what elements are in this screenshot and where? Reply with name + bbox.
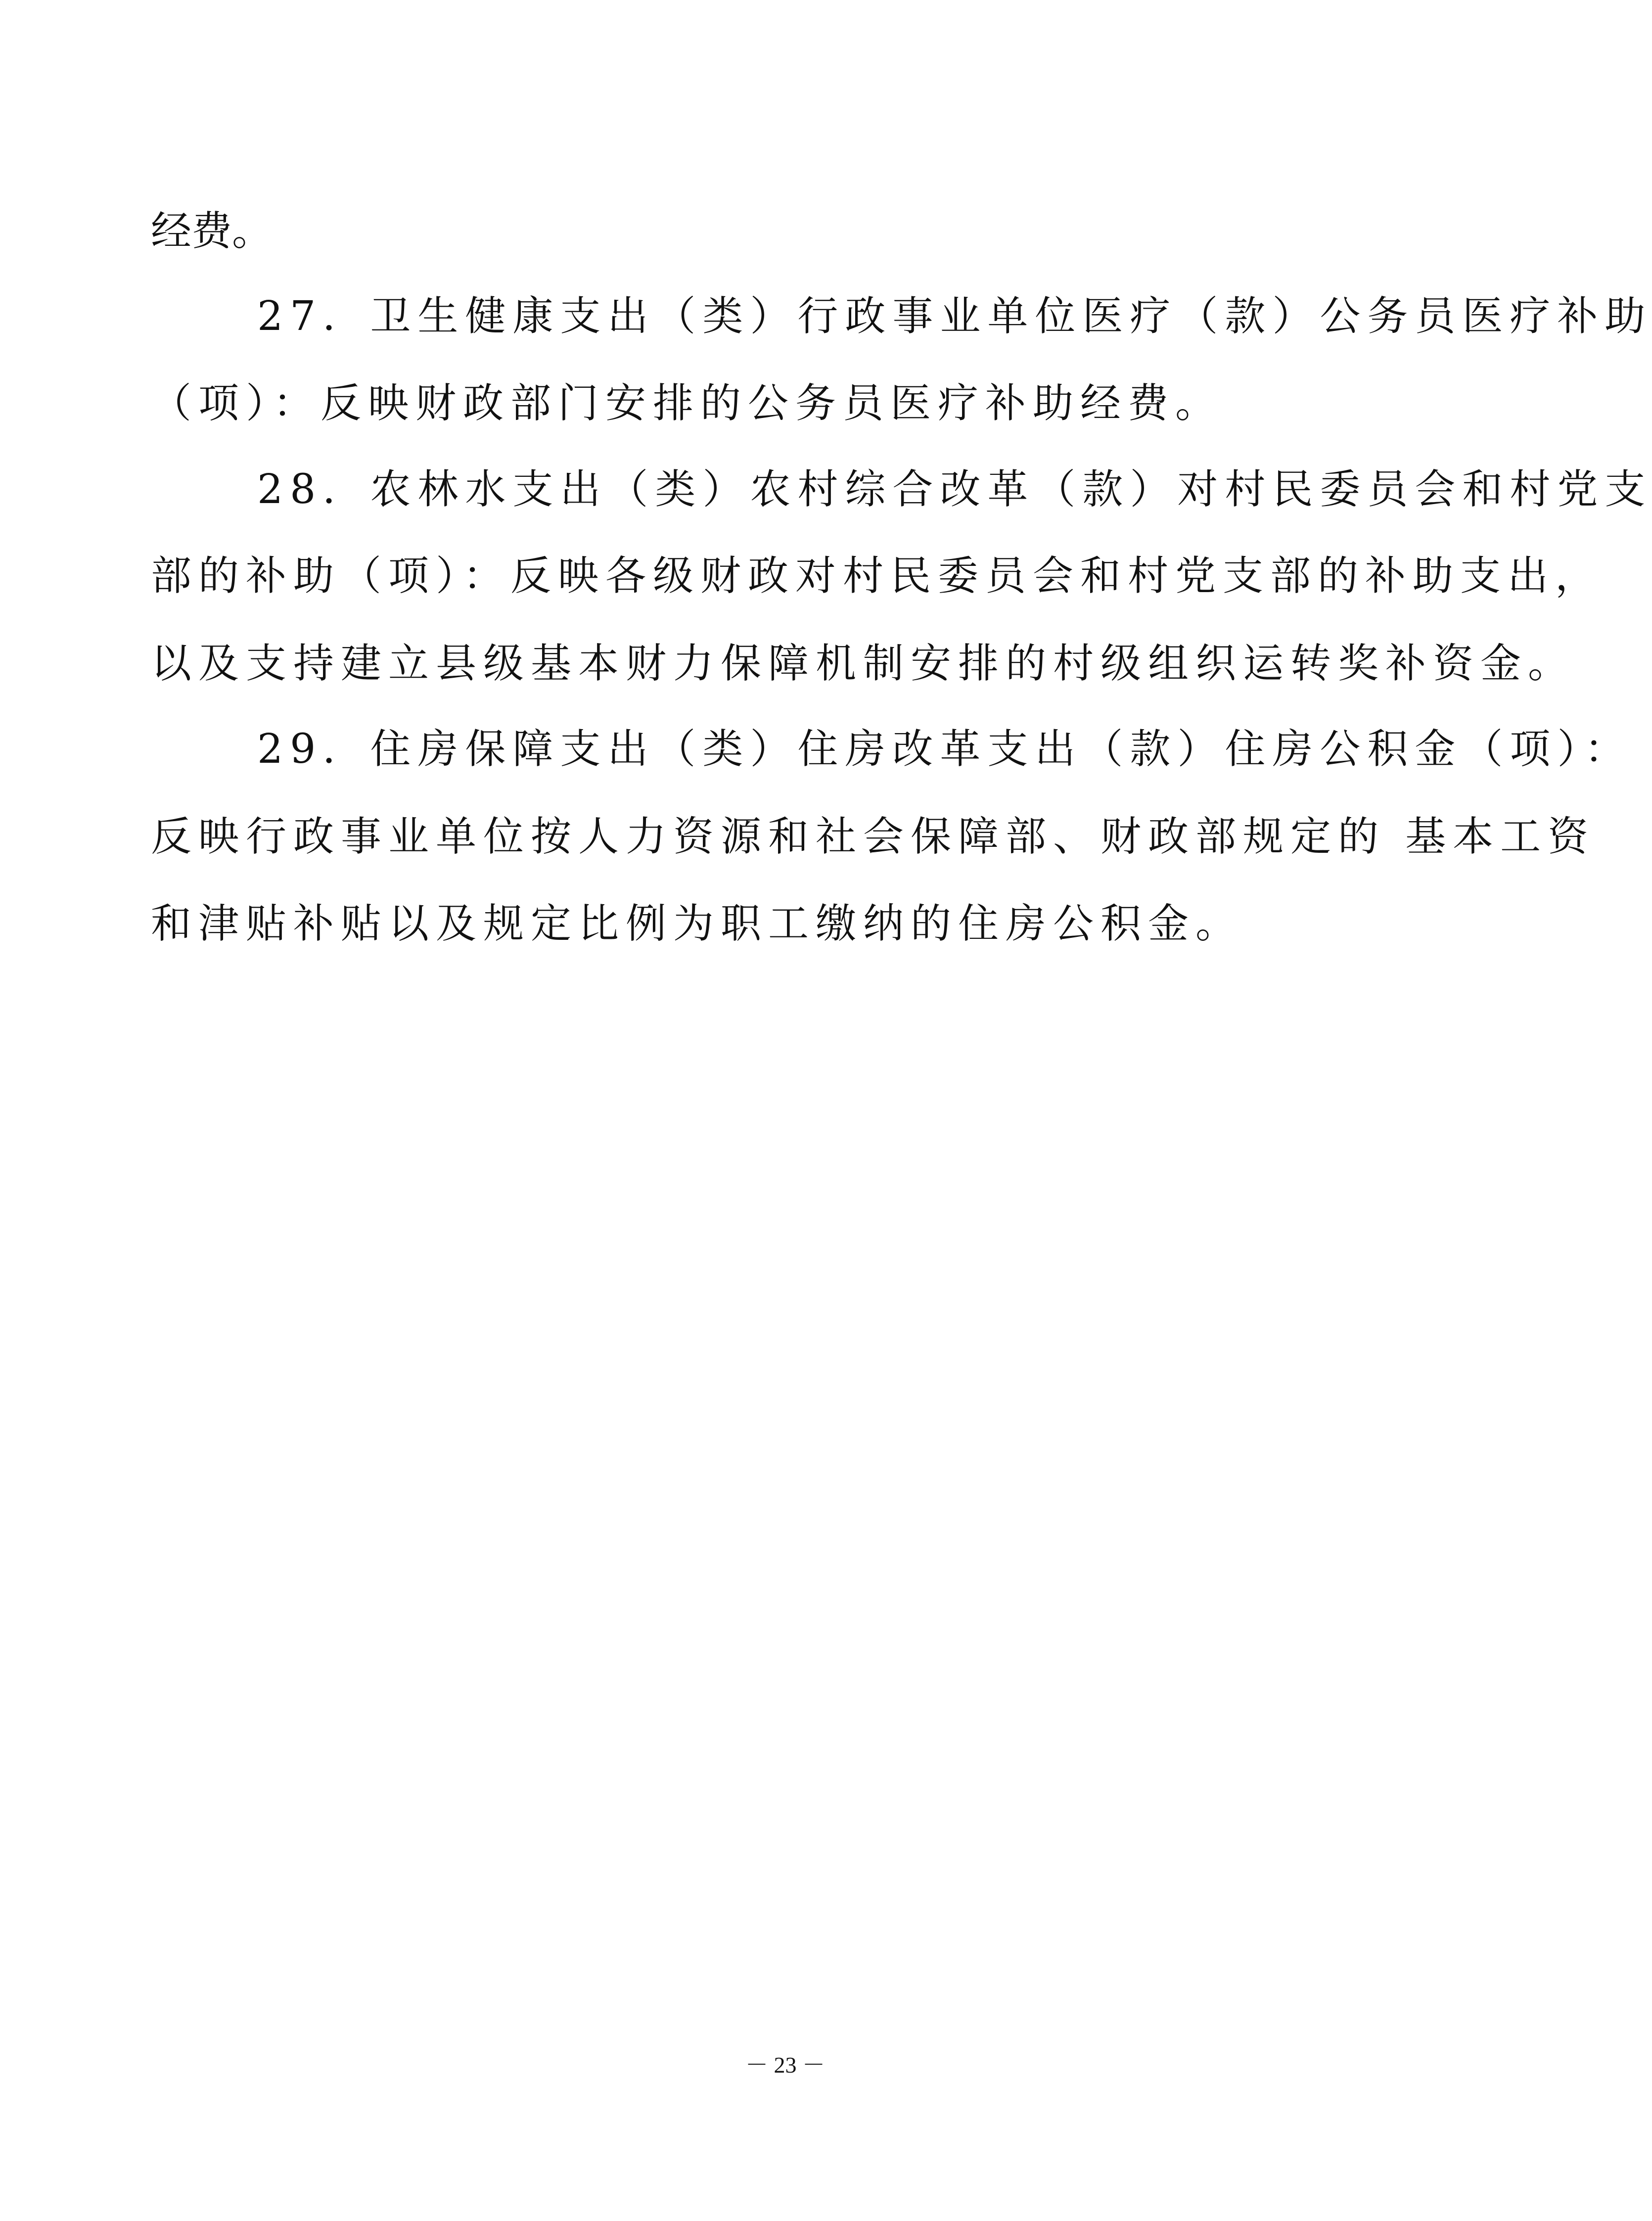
paragraph-line: 29．住房保障支出（类）住房改革支出（款）住房公积金（项）： xyxy=(257,726,1632,773)
page-number: － 23 － xyxy=(745,2052,825,2078)
paragraph-line: 和津贴补贴以及规定比例为职工缴纳的住房公积金。 xyxy=(151,900,1243,947)
paragraph-line: 以及支持建立县级基本财力保障机制安排的村级组织运转奖补资金。 xyxy=(151,640,1576,687)
paragraph-line: 27．卫生健康支出（类）行政事业单位医疗（款）公务员医疗补助 xyxy=(257,293,1652,340)
paragraph-line: 部的补助（项）：反映各级财政对村民委员会和村党支部的补助支出， xyxy=(151,553,1603,600)
paragraph-line: （项）：反映财政部门安排的公务员医疗补助经费。 xyxy=(151,380,1223,427)
paragraph-line: 28．农林水支出（类）农村综合改革（款）对村民委员会和村党支 xyxy=(257,466,1652,513)
paragraph-line: 经费。 xyxy=(151,208,273,255)
paragraph-line: 反映行政事业单位按人力资源和社会保障部、财政部规定的 基本工资 xyxy=(151,813,1596,860)
